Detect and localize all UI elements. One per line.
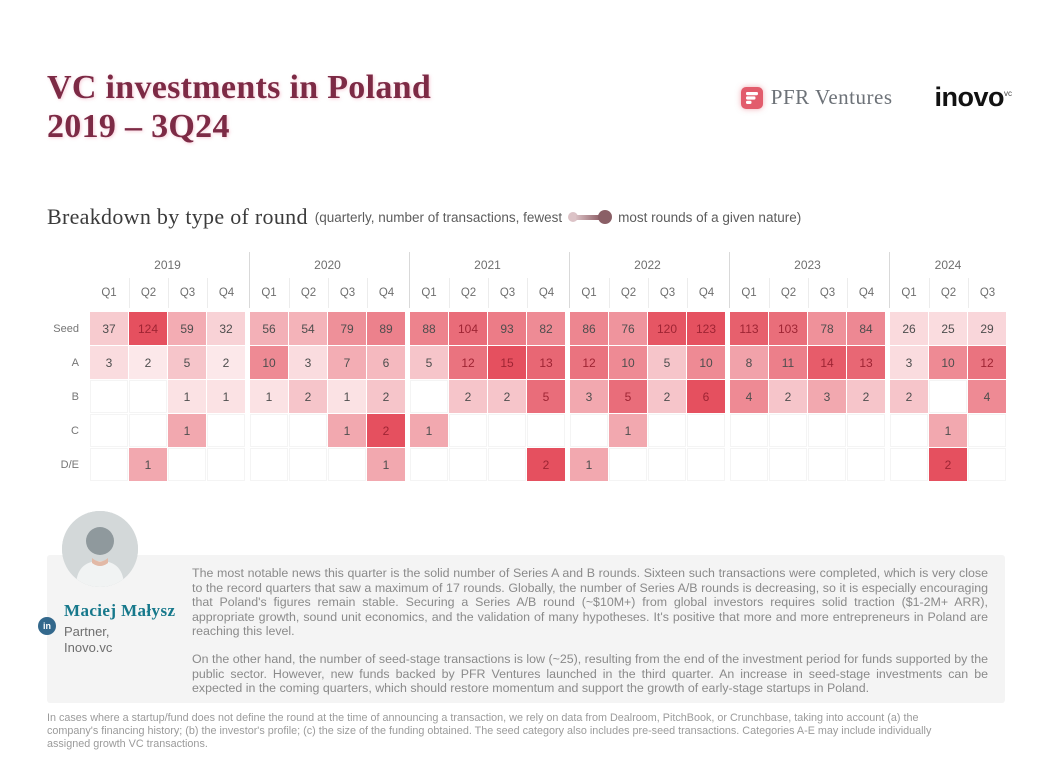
year-label: 2021 xyxy=(474,258,501,272)
quarter-row xyxy=(570,278,725,308)
heat-cell: 6 xyxy=(687,380,725,413)
heat-cell: 8 xyxy=(730,346,768,379)
data-group xyxy=(249,346,405,379)
data-group xyxy=(89,380,245,413)
data-group xyxy=(249,448,405,481)
heat-cell: 5 xyxy=(410,346,448,379)
footnote: In cases where a startup/fund does not define the round at the time of announcing a transaction, we rely on data from Dealroom, PitchBook, or Crunchbase, taking into account (a) the company's financing history; (b) the investor's profile; (c) the size of the funding obtained. The seed category also includes pre-seed transactions. Categories A-E may include individually assigned growth VC transactions. xyxy=(47,712,932,750)
heat-cell xyxy=(488,448,526,481)
heat-cell: 10 xyxy=(929,346,967,379)
section-heading-text: Breakdown by type of round xyxy=(47,204,308,229)
row-label: D/E xyxy=(60,458,79,471)
data-group xyxy=(249,380,405,413)
heat-cell: 2 xyxy=(367,414,405,447)
quarter-label: Q2 xyxy=(769,278,807,308)
heat-cell xyxy=(808,448,846,481)
quarter-label: Q3 xyxy=(648,278,686,308)
heat-cell xyxy=(289,448,327,481)
quarter-label: Q3 xyxy=(808,278,846,308)
quarter-label: Q4 xyxy=(687,278,725,308)
row-label: A xyxy=(71,356,79,369)
quarter-label: Q1 xyxy=(101,287,117,299)
row-label: C xyxy=(71,424,79,437)
heat-cell: 2 xyxy=(367,380,405,413)
heat-cell: 93 xyxy=(488,312,526,345)
data-group xyxy=(729,380,885,413)
heat-cell xyxy=(687,448,725,481)
heat-cell: 1 xyxy=(250,380,288,413)
heat-cell: 123 xyxy=(687,312,725,345)
heat-cell xyxy=(730,448,768,481)
quarter-label: Q4 xyxy=(207,278,245,308)
heat-cell: 79 xyxy=(328,312,366,345)
data-group xyxy=(889,448,1006,481)
heat-cell: 10 xyxy=(250,346,288,379)
data-group xyxy=(569,312,725,345)
quarter-label: Q3 xyxy=(328,278,366,308)
pfr-ventures-label: PFR Ventures xyxy=(770,85,893,109)
quarter-label: Q3 xyxy=(968,278,1006,308)
quarter-row xyxy=(890,278,1006,308)
data-group xyxy=(889,414,1006,447)
heat-cell: 25 xyxy=(929,312,967,345)
heat-cell xyxy=(808,414,846,447)
person-photo xyxy=(62,511,138,587)
row-label: Seed xyxy=(53,322,79,335)
brand-bar xyxy=(741,82,1012,113)
section-sub-suffix: most rounds of a given nature) xyxy=(618,209,802,225)
heat-cell: 5 xyxy=(648,346,686,379)
heat-cell xyxy=(968,448,1006,481)
quarter-label: Q1 xyxy=(581,287,597,299)
commentary-text xyxy=(192,566,988,709)
heat-cell: 1 xyxy=(609,414,647,447)
legend-big-dot xyxy=(598,210,612,224)
heat-cell xyxy=(328,448,366,481)
data-group xyxy=(89,346,245,379)
heat-cell: 12 xyxy=(570,346,608,379)
heat-cell xyxy=(687,414,725,447)
quarter-label: Q2 xyxy=(609,278,647,308)
heat-cell: 88 xyxy=(410,312,448,345)
heatmap-row xyxy=(45,346,1006,379)
commentary-paragraph-1: The most notable news this quarter is the solid number of Series A and B rounds. Sixteen such transactions were completed, which is very close to the record quarters that saw a maximum of 17 rounds. Globally, the number of Series A/B rounds is decreasing, so it is especially encouraging that Poland's figures remain stable. Securing a Series A/B round (~$10M+) from global investors requires solid traction ($1-2M+ ARR), appropriate growth, sound unit economics, and the validation of many hypotheses. It's positive that more and more entrepreneurs in Poland are reaching this level. xyxy=(192,566,988,639)
quarter-label: Q2 xyxy=(289,278,327,308)
heat-cell xyxy=(527,414,565,447)
data-group xyxy=(89,414,245,447)
heat-cell: 13 xyxy=(847,346,885,379)
heat-cell xyxy=(207,448,245,481)
heat-cell: 120 xyxy=(648,312,686,345)
heat-cell: 5 xyxy=(527,380,565,413)
heat-cell xyxy=(769,448,807,481)
heat-cell: 1 xyxy=(410,414,448,447)
data-group xyxy=(889,312,1006,345)
heat-cell: 1 xyxy=(168,380,206,413)
page-title-line2: 2019 – 3Q24 xyxy=(47,108,230,145)
heat-cell: 82 xyxy=(527,312,565,345)
quarter-row xyxy=(90,278,245,308)
fewest-to-most-gradient-icon xyxy=(568,210,612,224)
heat-cell xyxy=(890,448,928,481)
person-company: Inovo.vc xyxy=(64,640,113,655)
commentary-paragraph-2: On the other hand, the number of seed-stage transactions is low (~25), resulting from the end of the investment period for funds supported by the public sector. However, new funds backed by PFR Ventures launched in the third quarter. An increase in seed-stage investments can be expected in the coming quarters, which should restore momentum and support the growth of early-stage startups in Poland. xyxy=(192,651,988,696)
heat-cell: 54 xyxy=(289,312,327,345)
heat-cell xyxy=(129,414,167,447)
heat-cell xyxy=(847,448,885,481)
year-group xyxy=(569,252,725,308)
heat-cell: 3 xyxy=(890,346,928,379)
quarter-label: Q4 xyxy=(847,278,885,308)
data-group xyxy=(409,312,565,345)
heat-cell: 78 xyxy=(808,312,846,345)
heat-cell: 86 xyxy=(570,312,608,345)
year-group xyxy=(409,252,565,308)
heat-cell: 10 xyxy=(687,346,725,379)
page-title-line1: VC investments in Poland xyxy=(47,69,432,106)
heat-cell: 12 xyxy=(968,346,1006,379)
heat-cell xyxy=(929,380,967,413)
heat-cell: 2 xyxy=(488,380,526,413)
linkedin-icon[interactable]: in xyxy=(38,617,56,635)
heatmap-row xyxy=(45,380,1006,413)
quarter-label: Q1 xyxy=(741,287,757,299)
heat-cell: 56 xyxy=(250,312,288,345)
heat-cell: 1 xyxy=(570,448,608,481)
heat-cell: 2 xyxy=(929,448,967,481)
page-title xyxy=(47,68,431,146)
heat-cell xyxy=(410,448,448,481)
quarter-label: Q4 xyxy=(367,278,405,308)
heat-cell: 26 xyxy=(890,312,928,345)
quarter-label: Q1 xyxy=(261,287,277,299)
year-label: 2019 xyxy=(154,258,181,272)
quarter-row xyxy=(410,278,565,308)
heat-cell: 4 xyxy=(730,380,768,413)
heat-cell xyxy=(449,414,487,447)
heat-cell xyxy=(570,414,608,447)
heat-cell: 3 xyxy=(570,380,608,413)
heat-cell xyxy=(250,414,288,447)
inovo-vc-sup: vc xyxy=(1004,89,1012,98)
heatmap-row xyxy=(45,312,1006,345)
heat-cell: 13 xyxy=(527,346,565,379)
person-name: Maciej Małysz xyxy=(64,601,176,620)
quarter-label: Q1 xyxy=(421,287,437,299)
heat-cell xyxy=(449,448,487,481)
heat-cell: 2 xyxy=(449,380,487,413)
heat-cell: 12 xyxy=(449,346,487,379)
data-group xyxy=(569,448,725,481)
data-group xyxy=(409,414,565,447)
heat-cell xyxy=(90,414,128,447)
data-group xyxy=(409,448,565,481)
heat-cell xyxy=(847,414,885,447)
data-group xyxy=(569,380,725,413)
heat-cell: 6 xyxy=(367,346,405,379)
data-group xyxy=(729,448,885,481)
heat-cell: 2 xyxy=(527,448,565,481)
heat-cell: 76 xyxy=(609,312,647,345)
heat-cell: 1 xyxy=(168,414,206,447)
data-group xyxy=(89,312,245,345)
heat-cell xyxy=(410,380,448,413)
year-label: 2022 xyxy=(634,258,661,272)
heatmap-table xyxy=(45,252,1006,481)
heat-cell: 59 xyxy=(168,312,206,345)
heat-cell: 113 xyxy=(730,312,768,345)
year-label: 2024 xyxy=(934,258,962,272)
heat-cell: 2 xyxy=(289,380,327,413)
heat-cell: 4 xyxy=(968,380,1006,413)
heat-cell: 15 xyxy=(488,346,526,379)
section-heading xyxy=(47,204,801,230)
heat-cell: 1 xyxy=(207,380,245,413)
heat-cell: 84 xyxy=(847,312,885,345)
year-group xyxy=(89,252,245,308)
heat-cell: 124 xyxy=(129,312,167,345)
heat-cell xyxy=(90,448,128,481)
heat-cell xyxy=(609,448,647,481)
heat-cell xyxy=(968,414,1006,447)
heat-cell: 2 xyxy=(890,380,928,413)
data-group xyxy=(569,346,725,379)
heat-cell xyxy=(488,414,526,447)
pfr-ventures-logo xyxy=(741,85,893,110)
data-group xyxy=(729,414,885,447)
data-group xyxy=(889,380,1006,413)
heat-cell xyxy=(90,380,128,413)
inovo-logo xyxy=(935,82,1013,113)
heat-cell: 2 xyxy=(129,346,167,379)
heat-cell xyxy=(207,414,245,447)
heat-cell xyxy=(730,414,768,447)
row-label: B xyxy=(71,390,79,403)
person-role: Partner, xyxy=(64,624,110,639)
quarter-label: Q2 xyxy=(929,278,967,308)
quarter-row xyxy=(250,278,405,308)
data-group xyxy=(249,414,405,447)
heat-cell: 2 xyxy=(207,346,245,379)
legend-gradient-line xyxy=(576,215,600,220)
heat-cell xyxy=(168,448,206,481)
heat-cell: 29 xyxy=(968,312,1006,345)
heat-cell: 3 xyxy=(90,346,128,379)
row-label-spacer xyxy=(45,252,85,308)
heat-cell: 37 xyxy=(90,312,128,345)
heat-cell: 10 xyxy=(609,346,647,379)
heat-cell xyxy=(250,448,288,481)
data-group xyxy=(89,448,245,481)
heat-cell: 32 xyxy=(207,312,245,345)
heat-cell xyxy=(648,414,686,447)
heatmap-header xyxy=(45,252,1006,308)
data-group xyxy=(729,312,885,345)
data-group xyxy=(729,346,885,379)
heat-cell: 2 xyxy=(648,380,686,413)
year-group xyxy=(729,252,885,308)
heat-cell: 1 xyxy=(328,414,366,447)
data-group xyxy=(889,346,1006,379)
quarter-label: Q2 xyxy=(129,278,167,308)
heat-cell: 7 xyxy=(328,346,366,379)
heat-cell xyxy=(129,380,167,413)
year-label: 2020 xyxy=(314,258,341,272)
heat-cell: 1 xyxy=(129,448,167,481)
quarter-label: Q2 xyxy=(449,278,487,308)
quarter-label: Q3 xyxy=(488,278,526,308)
heat-cell: 11 xyxy=(769,346,807,379)
heat-cell: 14 xyxy=(808,346,846,379)
year-group xyxy=(249,252,405,308)
heat-cell xyxy=(648,448,686,481)
heat-cell: 1 xyxy=(929,414,967,447)
person-block xyxy=(64,601,175,656)
heatmap-row xyxy=(45,448,1006,481)
data-group xyxy=(409,346,565,379)
data-group xyxy=(409,380,565,413)
quarter-row xyxy=(730,278,885,308)
heat-cell: 1 xyxy=(367,448,405,481)
quarter-label: Q1 xyxy=(901,287,917,299)
heat-cell: 3 xyxy=(289,346,327,379)
heat-cell: 2 xyxy=(847,380,885,413)
heat-cell: 89 xyxy=(367,312,405,345)
year-label: 2023 xyxy=(794,258,821,272)
heat-cell xyxy=(890,414,928,447)
heat-cell xyxy=(769,414,807,447)
heat-cell: 5 xyxy=(609,380,647,413)
heatmap-row xyxy=(45,414,1006,447)
heat-cell: 103 xyxy=(769,312,807,345)
data-group xyxy=(569,414,725,447)
heat-cell: 3 xyxy=(808,380,846,413)
heat-cell: 104 xyxy=(449,312,487,345)
heat-cell: 2 xyxy=(769,380,807,413)
pfr-flag-icon xyxy=(741,87,763,109)
year-group xyxy=(889,252,1006,308)
heat-cell: 5 xyxy=(168,346,206,379)
data-group xyxy=(249,312,405,345)
quarter-label: Q4 xyxy=(527,278,565,308)
quarter-label: Q3 xyxy=(168,278,206,308)
heat-cell: 1 xyxy=(328,380,366,413)
inovo-label: inovo xyxy=(934,82,1004,112)
section-sub-prefix: (quarterly, number of transactions, fewest xyxy=(314,209,563,225)
heat-cell xyxy=(289,414,327,447)
